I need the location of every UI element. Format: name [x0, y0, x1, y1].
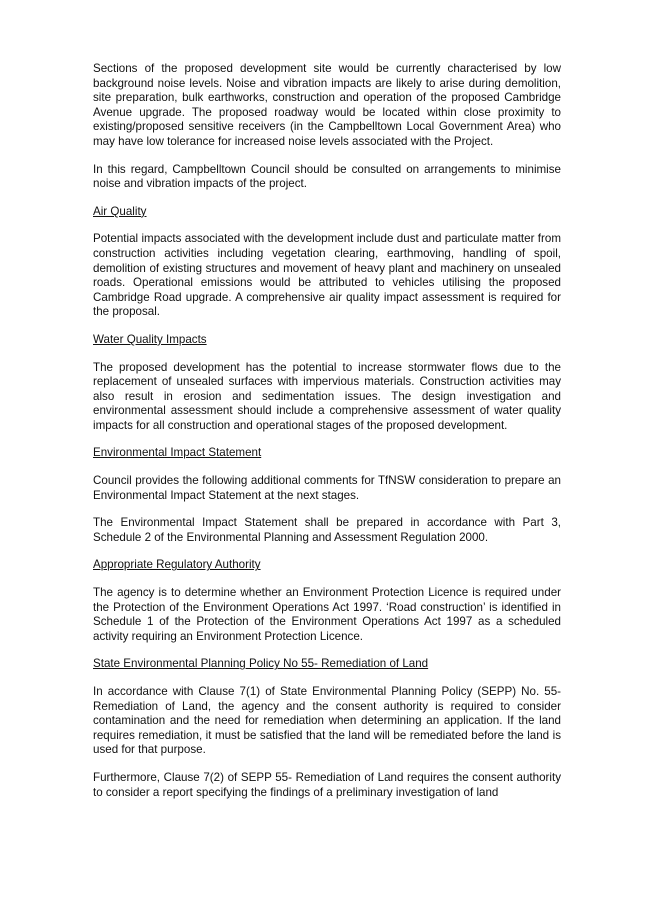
paragraph-sepp55-clause72: Furthermore, Clause 7(2) of SEPP 55- Remediation of Land requires the consent authority to consider a report specifying the findings of a preliminary investigation of land [93, 770, 561, 799]
heading-water-quality: Water Quality Impacts [93, 332, 207, 346]
paragraph-sepp55-clause71: In accordance with Clause 7(1) of State Environmental Planning Policy (SEPP) No. 55- Remediation of Land, the agency and the consent authority is required to consider contamination and the need for remediation when determining an application. If the land requires remediation, it must be satisfied that the land will be remediated before the land is used for that purpose. [93, 685, 561, 757]
heading-eis: Environmental Impact Statement [93, 446, 262, 460]
paragraph-noise-context: Sections of the proposed development site would be currently characterised by low background noise levels. Noise and vibration impacts are likely to arise during demolition, site preparation, bulk earthworks, construction and operation of the proposed Cambridge Avenue upgrade. The proposed roadway would be located within close proximity to existing/proposed sensitive receivers (in the Campbelltown Local Government Area) who may have low tolerance for increased noise levels associated with the Project. [93, 62, 561, 148]
paragraph-regulatory-authority: The agency is to determine whether an Environment Protection Licence is required under the Protection of the Environment Operations Act 1997. ‘Road construction’ is identified in Schedule 1 of the Protection of the Environment Operations Act 1997 as a scheduled activity requiring an Environment Protection Licence. [93, 586, 561, 643]
paragraph-eis-schedule: The Environmental Impact Statement shall be prepared in accordance with Part 3, Schedule 2 of the Environmental Planning and Assessment Regulation 2000. [93, 516, 561, 544]
heading-regulatory-authority: Appropriate Regulatory Authority [93, 558, 261, 572]
paragraph-council-consultation: In this regard, Campbelltown Council should be consulted on arrangements to minimise noise and vibration impacts of the project. [93, 162, 561, 191]
paragraph-air-quality: Potential impacts associated with the development include dust and particulate matter from construction activities including vegetation clearing, earthmoving, handling of spoil, demolition of existing structures and movement of heavy plant and machinery on unsealed roads. Operational emissions would be attributed to vehicles utilising the proposed Cambridge Road upgrade. A comprehensive air quality impact assessment is required for the proposal. [93, 232, 561, 319]
heading-air-quality: Air Quality [93, 204, 147, 218]
paragraph-eis-comments: Council provides the following additional comments for TfNSW consideration to prepare an Environmental Impact Statement at the next stages. [93, 474, 561, 502]
paragraph-water-quality: The proposed development has the potential to increase stormwater flows due to the replacement of unsealed surfaces with impervious materials. Construction activities may also result in erosion and sedimentation issues. The design investigation and environmental assessment should include a comprehensive assessment of water quality impacts for all construction and operational stages of the proposed development. [93, 360, 561, 432]
heading-sepp55: State Environmental Planning Policy No 55- Remediation of Land [93, 657, 429, 671]
document-page [93, 62, 561, 813]
